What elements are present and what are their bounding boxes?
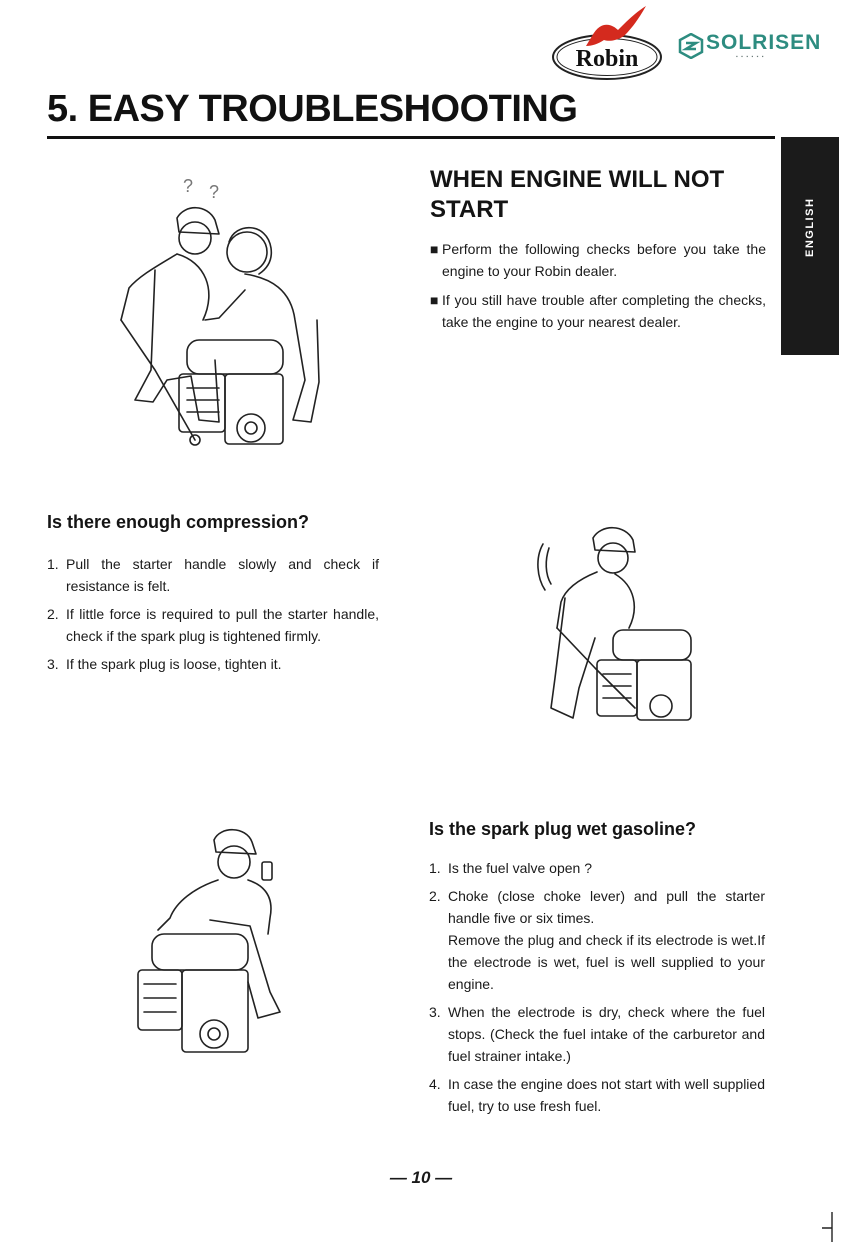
step-text: If the spark plug is loose, tighten it. <box>66 656 282 672</box>
section-compression <box>47 512 379 681</box>
bullet-square-icon: ■ <box>430 241 439 257</box>
page-title: 5. EASY TROUBLESHOOTING <box>47 88 578 130</box>
not-start-bullet-list <box>430 238 766 333</box>
step-number: 2. <box>47 606 59 622</box>
step-text: In case the engine does not start with well supplied fuel, try to use fresh fuel. <box>448 1076 765 1114</box>
crop-mark <box>822 1212 836 1242</box>
step-number: 1. <box>429 860 441 876</box>
page-number: — 10 — <box>389 1168 453 1187</box>
solrisen-logo <box>676 30 831 66</box>
spark-heading: Is the spark plug wet gasoline? <box>429 819 697 839</box>
step-number: 1. <box>47 556 59 572</box>
section-engine-not-start <box>430 165 766 340</box>
step-text: If little force is required to pull the starter handle, check if the spark plug is tightened firmly. <box>66 606 379 644</box>
step-text: Is the fuel valve open ? <box>448 860 592 876</box>
illustration-puzzled-users <box>95 170 345 465</box>
step-item <box>429 857 765 879</box>
compression-steps <box>47 553 379 675</box>
section-heading-not-start <box>430 165 766 225</box>
bullet-square-icon: ■ <box>430 292 439 308</box>
step-number: 3. <box>429 1004 441 1020</box>
solrisen-logo-text: SOLRISEN <box>706 31 822 54</box>
robin-logo-text: Robin <box>575 46 639 72</box>
step-item <box>47 653 379 675</box>
compression-heading: Is there enough compression? <box>47 512 310 532</box>
bullet-item <box>430 238 766 282</box>
step-number: 2. <box>429 888 441 904</box>
step-number: 3. <box>47 656 59 672</box>
illustration-pulling-starter <box>525 518 700 733</box>
step-text: When the electrode is dry, check where the fuel stops. (Check the fuel intake of the carburetor and fuel strainer intake.) <box>448 1004 765 1064</box>
step-item <box>429 885 765 995</box>
language-side-tab <box>781 137 839 355</box>
heading-line-2: START <box>430 196 509 223</box>
heading-line-1: WHEN ENGINE WILL NOT <box>430 166 725 193</box>
bullet-item <box>430 289 766 333</box>
solrisen-emblem-icon <box>678 33 704 59</box>
svg-text:?: ? <box>183 176 194 196</box>
step-item <box>47 553 379 597</box>
step-text: Choke (close choke lever) and pull the starter handle five or six times. <box>448 888 765 926</box>
step-text: Pull the starter handle slowly and check if resistance is felt. <box>66 556 379 594</box>
side-tab-label: ENGLISH <box>804 197 816 257</box>
svg-text:?: ? <box>209 182 220 202</box>
spark-steps <box>429 857 765 1117</box>
step-number: 4. <box>429 1076 441 1092</box>
illustration-checking-spark-plug <box>130 822 290 1062</box>
step-item <box>429 1001 765 1067</box>
title-rule <box>47 136 775 139</box>
step-extra-text: Remove the plug and check if its electrode is wet.If the electrode is wet, fuel is well supplied to your engine. <box>448 932 765 992</box>
solrisen-tagline-mark: ▪ ▪ ▪ ▪ ▪ ▪ <box>736 54 765 60</box>
step-item <box>47 603 379 647</box>
robin-logo <box>552 6 668 86</box>
bullet-text: Perform the following checks before you take the engine to your Robin dealer. <box>442 241 766 279</box>
bullet-text: If you still have trouble after completing the checks, take the engine to your nearest dealer. <box>442 292 766 330</box>
section-spark-plug <box>429 819 765 1123</box>
step-item <box>429 1073 765 1117</box>
